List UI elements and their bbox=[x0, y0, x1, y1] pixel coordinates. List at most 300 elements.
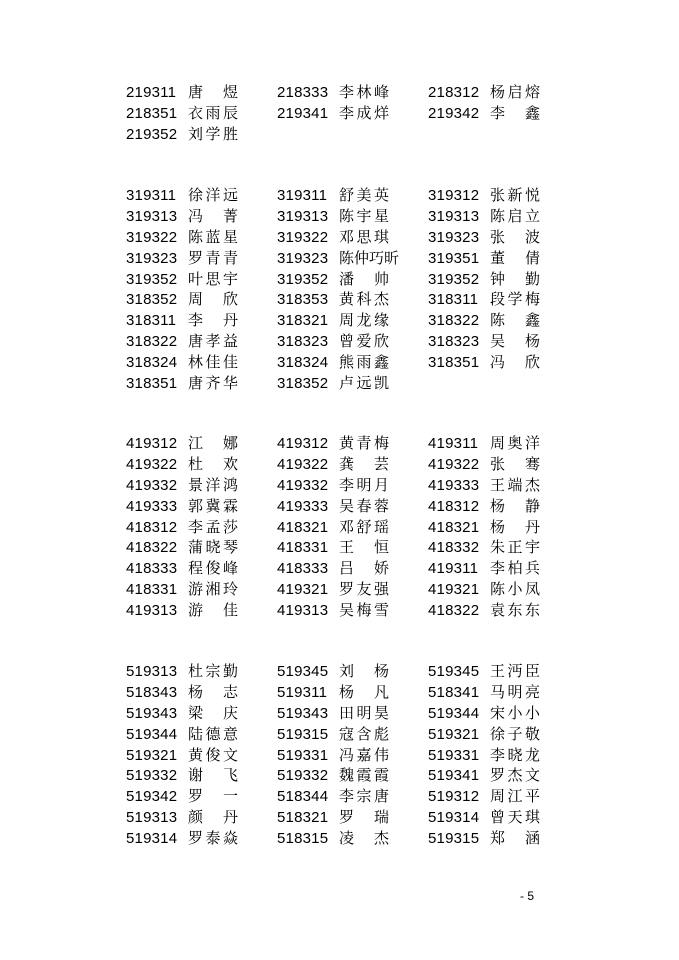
roster-entry bbox=[277, 373, 389, 394]
student-name: 潘 帅 bbox=[339, 269, 389, 288]
class-code: 418321 bbox=[277, 518, 329, 536]
student-name: 吴 杨 bbox=[490, 332, 540, 351]
roster-entry bbox=[428, 786, 540, 807]
roster-row bbox=[0, 454, 679, 475]
roster-row bbox=[0, 352, 679, 373]
roster-entry bbox=[126, 765, 238, 786]
student-name: 曾天琪 bbox=[490, 808, 540, 827]
class-code: 419333 bbox=[277, 497, 329, 515]
student-name: 陈启立 bbox=[490, 206, 540, 225]
roster-entry bbox=[428, 289, 540, 310]
student-name: 唐齐华 bbox=[188, 374, 238, 393]
student-name: 陈小凤 bbox=[490, 580, 540, 599]
student-name: 张 波 bbox=[490, 227, 540, 246]
class-code: 418332 bbox=[428, 539, 480, 557]
student-name: 李晓龙 bbox=[490, 745, 540, 764]
student-name: 李 鑫 bbox=[490, 103, 540, 122]
roster-group-2 bbox=[0, 185, 679, 394]
class-code: 319352 bbox=[126, 270, 178, 288]
roster-entry bbox=[428, 454, 540, 475]
class-code: 519315 bbox=[277, 725, 329, 743]
roster-row bbox=[0, 807, 679, 828]
student-name: 陈蓝星 bbox=[188, 227, 238, 246]
student-name: 周龙缘 bbox=[339, 311, 389, 330]
roster-entry bbox=[428, 724, 540, 745]
roster-row bbox=[0, 185, 679, 206]
class-code: 518341 bbox=[428, 683, 480, 701]
class-code: 419322 bbox=[126, 455, 178, 473]
class-code: 519343 bbox=[126, 704, 178, 722]
roster-entry bbox=[277, 496, 389, 517]
class-code: 318324 bbox=[277, 354, 329, 372]
student-name: 游湘玲 bbox=[188, 580, 238, 599]
student-name: 杨 丹 bbox=[490, 517, 540, 536]
student-name: 刘 杨 bbox=[339, 662, 389, 680]
class-code: 319351 bbox=[428, 249, 480, 267]
class-code: 519331 bbox=[277, 746, 329, 764]
roster-row bbox=[0, 600, 679, 621]
roster-entry bbox=[126, 537, 238, 558]
roster-entry bbox=[126, 185, 238, 206]
student-name: 冯 菁 bbox=[188, 206, 238, 225]
class-code: 418322 bbox=[428, 602, 480, 620]
student-name: 陈仲巧昕 bbox=[339, 248, 400, 267]
roster-entry bbox=[277, 185, 389, 206]
roster-entry bbox=[126, 82, 238, 103]
roster-entry bbox=[277, 269, 389, 290]
student-name: 邓舒瑶 bbox=[339, 517, 389, 536]
student-name: 周江平 bbox=[490, 787, 540, 806]
roster-entry bbox=[126, 454, 238, 475]
roster-entry bbox=[277, 227, 389, 248]
roster-row bbox=[0, 269, 679, 290]
class-code: 219311 bbox=[126, 84, 177, 101]
student-name: 李明月 bbox=[339, 475, 389, 494]
roster-entry bbox=[277, 807, 389, 828]
class-code: 319322 bbox=[277, 228, 329, 246]
student-name: 冯嘉伟 bbox=[339, 745, 389, 764]
class-code: 519332 bbox=[277, 767, 329, 785]
class-code: 419313 bbox=[126, 602, 178, 620]
student-name: 魏霞霞 bbox=[339, 766, 389, 785]
student-name: 李柏兵 bbox=[490, 559, 540, 578]
class-code: 318351 bbox=[428, 354, 480, 372]
student-name: 凌 杰 bbox=[339, 829, 389, 848]
roster-entry bbox=[126, 724, 238, 745]
roster-entry bbox=[428, 682, 540, 703]
roster-row bbox=[0, 682, 679, 703]
roster-row bbox=[0, 745, 679, 766]
class-code: 418333 bbox=[126, 560, 178, 578]
roster-entry bbox=[126, 206, 238, 227]
roster-entry bbox=[126, 433, 238, 454]
class-code: 418312 bbox=[126, 518, 178, 536]
student-name: 林佳佳 bbox=[188, 353, 238, 372]
class-code: 518315 bbox=[277, 830, 329, 848]
student-name: 宋小小 bbox=[490, 703, 540, 722]
class-code: 419333 bbox=[428, 476, 480, 494]
student-name: 黄科杰 bbox=[339, 290, 389, 309]
roster-entry bbox=[277, 765, 389, 786]
student-name: 钟 勤 bbox=[490, 269, 540, 288]
student-name: 周奥洋 bbox=[490, 434, 540, 452]
class-code: 319313 bbox=[277, 207, 329, 225]
roster-entry bbox=[428, 433, 540, 454]
roster-row bbox=[0, 433, 679, 454]
student-name: 段学梅 bbox=[490, 290, 540, 309]
class-code: 519314 bbox=[428, 809, 480, 827]
roster-entry bbox=[428, 206, 540, 227]
class-code: 318311 bbox=[126, 312, 177, 330]
student-name: 黄青梅 bbox=[339, 434, 389, 452]
roster-group-4 bbox=[0, 661, 679, 849]
roster-entry bbox=[126, 786, 238, 807]
class-code: 519311 bbox=[277, 683, 328, 701]
class-code: 418322 bbox=[126, 539, 178, 557]
class-code: 519313 bbox=[126, 663, 178, 680]
roster-row bbox=[0, 310, 679, 331]
roster-entry bbox=[277, 289, 389, 310]
student-name: 吴梅雪 bbox=[339, 601, 389, 620]
student-name: 颜 丹 bbox=[188, 808, 238, 827]
student-name: 马明亮 bbox=[490, 682, 540, 701]
student-name: 梁 庆 bbox=[188, 703, 238, 722]
class-code: 419311 bbox=[428, 435, 479, 452]
class-code: 519344 bbox=[126, 725, 178, 743]
roster-entry bbox=[126, 310, 238, 331]
roster-entry bbox=[277, 352, 389, 373]
roster-row bbox=[0, 828, 679, 849]
student-name: 卢远凯 bbox=[339, 374, 389, 393]
student-name: 王沔臣 bbox=[490, 662, 540, 680]
student-name: 李孟莎 bbox=[188, 517, 238, 536]
roster-entry bbox=[277, 103, 389, 124]
student-name: 杜 欢 bbox=[188, 454, 238, 473]
class-code: 519315 bbox=[428, 830, 480, 848]
student-name: 李成烊 bbox=[339, 103, 389, 122]
class-code: 319311 bbox=[277, 187, 328, 204]
roster-row bbox=[0, 289, 679, 310]
roster-entry bbox=[126, 517, 238, 538]
roster-entry bbox=[126, 496, 238, 517]
class-code: 519313 bbox=[126, 809, 178, 827]
roster-entry bbox=[277, 82, 389, 103]
student-name: 罗 瑞 bbox=[339, 808, 389, 827]
roster-row bbox=[0, 537, 679, 558]
roster-entry bbox=[428, 558, 540, 579]
roster-entry bbox=[126, 745, 238, 766]
class-code: 318322 bbox=[428, 312, 480, 330]
roster-row bbox=[0, 331, 679, 352]
roster-entry bbox=[277, 433, 389, 454]
roster-entry bbox=[428, 227, 540, 248]
roster-row bbox=[0, 558, 679, 579]
student-name: 杜宗勤 bbox=[188, 662, 238, 680]
roster-entry bbox=[277, 828, 389, 849]
class-code: 519321 bbox=[428, 725, 480, 743]
class-code: 419321 bbox=[428, 581, 480, 599]
roster-row bbox=[0, 248, 679, 269]
student-name: 陈宇星 bbox=[339, 206, 389, 225]
roster-entry bbox=[428, 269, 540, 290]
student-name: 舒美英 bbox=[339, 186, 389, 204]
class-code: 319323 bbox=[126, 249, 178, 267]
roster-entry bbox=[126, 807, 238, 828]
student-name: 杨 凡 bbox=[339, 682, 389, 701]
class-code: 319323 bbox=[428, 228, 480, 246]
class-code: 319322 bbox=[126, 228, 178, 246]
student-name: 江 娜 bbox=[188, 434, 238, 452]
roster-entry bbox=[277, 537, 389, 558]
student-name: 董 倩 bbox=[490, 248, 540, 267]
roster-group-3 bbox=[0, 433, 679, 621]
roster-entry bbox=[428, 82, 540, 103]
student-name: 罗杰文 bbox=[490, 766, 540, 785]
class-code: 419313 bbox=[277, 602, 329, 620]
student-name: 游 佳 bbox=[188, 601, 238, 620]
roster-entry bbox=[277, 745, 389, 766]
roster-entry bbox=[277, 600, 389, 621]
roster-entry bbox=[428, 828, 540, 849]
roster-row bbox=[0, 103, 679, 124]
class-code: 319313 bbox=[126, 207, 178, 225]
roster-entry bbox=[277, 475, 389, 496]
student-name: 程俊峰 bbox=[188, 559, 238, 578]
class-code: 218312 bbox=[428, 84, 480, 101]
class-code: 418331 bbox=[126, 581, 178, 599]
class-code: 519331 bbox=[428, 746, 480, 764]
class-code: 519345 bbox=[428, 663, 480, 680]
roster-entry bbox=[428, 600, 540, 621]
roster-row bbox=[0, 475, 679, 496]
roster-entry bbox=[277, 703, 389, 724]
class-code: 419312 bbox=[126, 435, 178, 452]
class-code: 418321 bbox=[428, 518, 480, 536]
roster-row bbox=[0, 496, 679, 517]
student-name: 唐孝益 bbox=[188, 332, 238, 351]
student-name: 张 骞 bbox=[490, 454, 540, 473]
student-name: 叶思宇 bbox=[188, 269, 238, 288]
student-name: 杨启熔 bbox=[490, 83, 540, 101]
class-code: 419333 bbox=[126, 497, 178, 515]
roster-row bbox=[0, 206, 679, 227]
roster-entry bbox=[126, 579, 238, 600]
class-code: 419311 bbox=[428, 560, 479, 578]
student-name: 王端杰 bbox=[490, 475, 540, 494]
student-name: 吴春蓉 bbox=[339, 496, 389, 515]
roster-entry bbox=[126, 661, 238, 682]
roster-row bbox=[0, 227, 679, 248]
class-code: 318323 bbox=[277, 333, 329, 351]
roster-entry bbox=[277, 454, 389, 475]
roster-entry bbox=[277, 248, 400, 269]
class-code: 319313 bbox=[428, 207, 480, 225]
roster-entry bbox=[428, 331, 540, 352]
roster-entry bbox=[428, 661, 540, 682]
roster-entry bbox=[126, 124, 238, 145]
roster-row bbox=[0, 373, 679, 394]
roster-row bbox=[0, 724, 679, 745]
class-code: 518343 bbox=[126, 683, 178, 701]
student-name: 罗 一 bbox=[188, 787, 238, 806]
roster-entry bbox=[428, 185, 540, 206]
roster-entry bbox=[428, 475, 540, 496]
roster-entry bbox=[126, 682, 238, 703]
roster-row bbox=[0, 786, 679, 807]
roster-entry bbox=[428, 703, 540, 724]
student-name: 罗友强 bbox=[339, 580, 389, 599]
roster-row bbox=[0, 765, 679, 786]
class-code: 418333 bbox=[277, 560, 329, 578]
student-name: 罗泰焱 bbox=[188, 829, 238, 848]
class-code: 419322 bbox=[277, 455, 329, 473]
student-name: 田明昊 bbox=[339, 703, 389, 722]
roster-entry bbox=[126, 558, 238, 579]
roster-entry bbox=[428, 745, 540, 766]
class-code: 518321 bbox=[277, 809, 329, 827]
class-code: 518344 bbox=[277, 788, 329, 806]
roster-entry bbox=[428, 579, 540, 600]
student-name: 郑 涵 bbox=[490, 829, 540, 848]
roster-group-1 bbox=[0, 82, 679, 145]
student-name: 冯 欣 bbox=[490, 353, 540, 372]
roster-entry bbox=[277, 724, 389, 745]
class-code: 419332 bbox=[126, 476, 178, 494]
class-code: 418312 bbox=[428, 497, 480, 515]
student-name: 吕 娇 bbox=[339, 559, 389, 578]
class-code: 418331 bbox=[277, 539, 329, 557]
roster-entry bbox=[126, 227, 238, 248]
roster-entry bbox=[126, 828, 238, 849]
class-code: 519312 bbox=[428, 788, 480, 806]
roster-row bbox=[0, 703, 679, 724]
class-code: 318352 bbox=[277, 375, 329, 393]
roster-row bbox=[0, 661, 679, 682]
roster-entry bbox=[126, 103, 238, 124]
roster-entry bbox=[277, 579, 389, 600]
student-name: 袁东东 bbox=[490, 601, 540, 620]
roster-entry bbox=[126, 248, 238, 269]
student-name: 龚 芸 bbox=[339, 454, 389, 473]
roster-entry bbox=[126, 269, 238, 290]
roster-entry bbox=[126, 373, 238, 394]
student-name: 衣雨辰 bbox=[188, 103, 238, 122]
class-code: 419312 bbox=[277, 435, 329, 452]
class-code: 319312 bbox=[428, 187, 480, 204]
class-code: 318323 bbox=[428, 333, 480, 351]
student-name: 刘学胜 bbox=[188, 124, 238, 143]
class-code: 318352 bbox=[126, 291, 178, 309]
class-code: 319352 bbox=[277, 270, 329, 288]
class-code: 319311 bbox=[126, 187, 177, 204]
student-name: 黄俊文 bbox=[188, 745, 238, 764]
student-name: 朱正宇 bbox=[490, 538, 540, 557]
roster-row bbox=[0, 124, 679, 145]
class-code: 318353 bbox=[277, 291, 329, 309]
roster-entry bbox=[126, 289, 238, 310]
roster-entry bbox=[126, 331, 238, 352]
class-code: 318322 bbox=[126, 333, 178, 351]
roster-entry bbox=[428, 496, 540, 517]
class-code: 318311 bbox=[428, 291, 479, 309]
roster-entry bbox=[126, 352, 238, 373]
roster-entry bbox=[277, 661, 389, 682]
student-name: 王 恒 bbox=[339, 538, 389, 557]
roster-entry bbox=[428, 807, 540, 828]
student-name: 李宗唐 bbox=[339, 787, 389, 806]
roster-entry bbox=[277, 206, 389, 227]
class-code: 519321 bbox=[126, 746, 178, 764]
class-code: 218351 bbox=[126, 104, 178, 122]
class-code: 419322 bbox=[428, 455, 480, 473]
roster-entry bbox=[428, 537, 540, 558]
class-code: 519343 bbox=[277, 704, 329, 722]
student-name: 景洋鸿 bbox=[188, 475, 238, 494]
student-name: 李林峰 bbox=[339, 83, 389, 101]
student-name: 陈 鑫 bbox=[490, 311, 540, 330]
roster-entry bbox=[277, 786, 389, 807]
class-code: 519344 bbox=[428, 704, 480, 722]
student-name: 周 欣 bbox=[188, 290, 238, 309]
class-code: 519341 bbox=[428, 767, 480, 785]
student-name: 徐洋远 bbox=[188, 186, 238, 204]
roster-entry bbox=[428, 517, 540, 538]
roster-row bbox=[0, 517, 679, 538]
student-name: 罗青青 bbox=[188, 248, 238, 267]
class-code: 319352 bbox=[428, 270, 480, 288]
student-name: 郭冀霖 bbox=[188, 496, 238, 515]
roster-entry bbox=[277, 517, 389, 538]
class-code: 319323 bbox=[277, 249, 329, 267]
student-name: 寇含彪 bbox=[339, 724, 389, 743]
student-name: 杨 静 bbox=[490, 496, 540, 515]
class-code: 318321 bbox=[277, 312, 329, 330]
student-name: 邓思琪 bbox=[339, 227, 389, 246]
student-name: 蒲晓琴 bbox=[188, 538, 238, 557]
roster-row bbox=[0, 579, 679, 600]
roster-row bbox=[0, 82, 679, 103]
roster-entry bbox=[428, 765, 540, 786]
student-name: 唐 煜 bbox=[188, 83, 238, 101]
class-code: 318351 bbox=[126, 375, 178, 393]
page-number: - 5 bbox=[520, 889, 535, 903]
student-name: 张新悦 bbox=[490, 186, 540, 204]
roster-entry bbox=[428, 248, 540, 269]
roster-entry bbox=[126, 600, 238, 621]
class-code: 219341 bbox=[277, 104, 329, 122]
roster-entry bbox=[428, 352, 540, 373]
class-code: 519332 bbox=[126, 767, 178, 785]
class-code: 218333 bbox=[277, 84, 329, 101]
student-name: 熊雨鑫 bbox=[339, 353, 389, 372]
roster-entry bbox=[277, 310, 389, 331]
class-code: 318324 bbox=[126, 354, 178, 372]
class-code: 219342 bbox=[428, 104, 480, 122]
roster-entry bbox=[277, 558, 389, 579]
roster-entry bbox=[277, 682, 389, 703]
student-name: 谢 飞 bbox=[188, 766, 238, 785]
student-name: 杨 志 bbox=[188, 682, 238, 701]
class-code: 419332 bbox=[277, 476, 329, 494]
student-name: 徐子敬 bbox=[490, 724, 540, 743]
roster-entry bbox=[126, 703, 238, 724]
student-name: 陆德意 bbox=[188, 724, 238, 743]
student-name: 李 丹 bbox=[188, 311, 238, 330]
roster-entry bbox=[428, 103, 540, 124]
student-name: 曾爱欣 bbox=[339, 332, 389, 351]
class-code: 419321 bbox=[277, 581, 329, 599]
roster-entry bbox=[126, 475, 238, 496]
